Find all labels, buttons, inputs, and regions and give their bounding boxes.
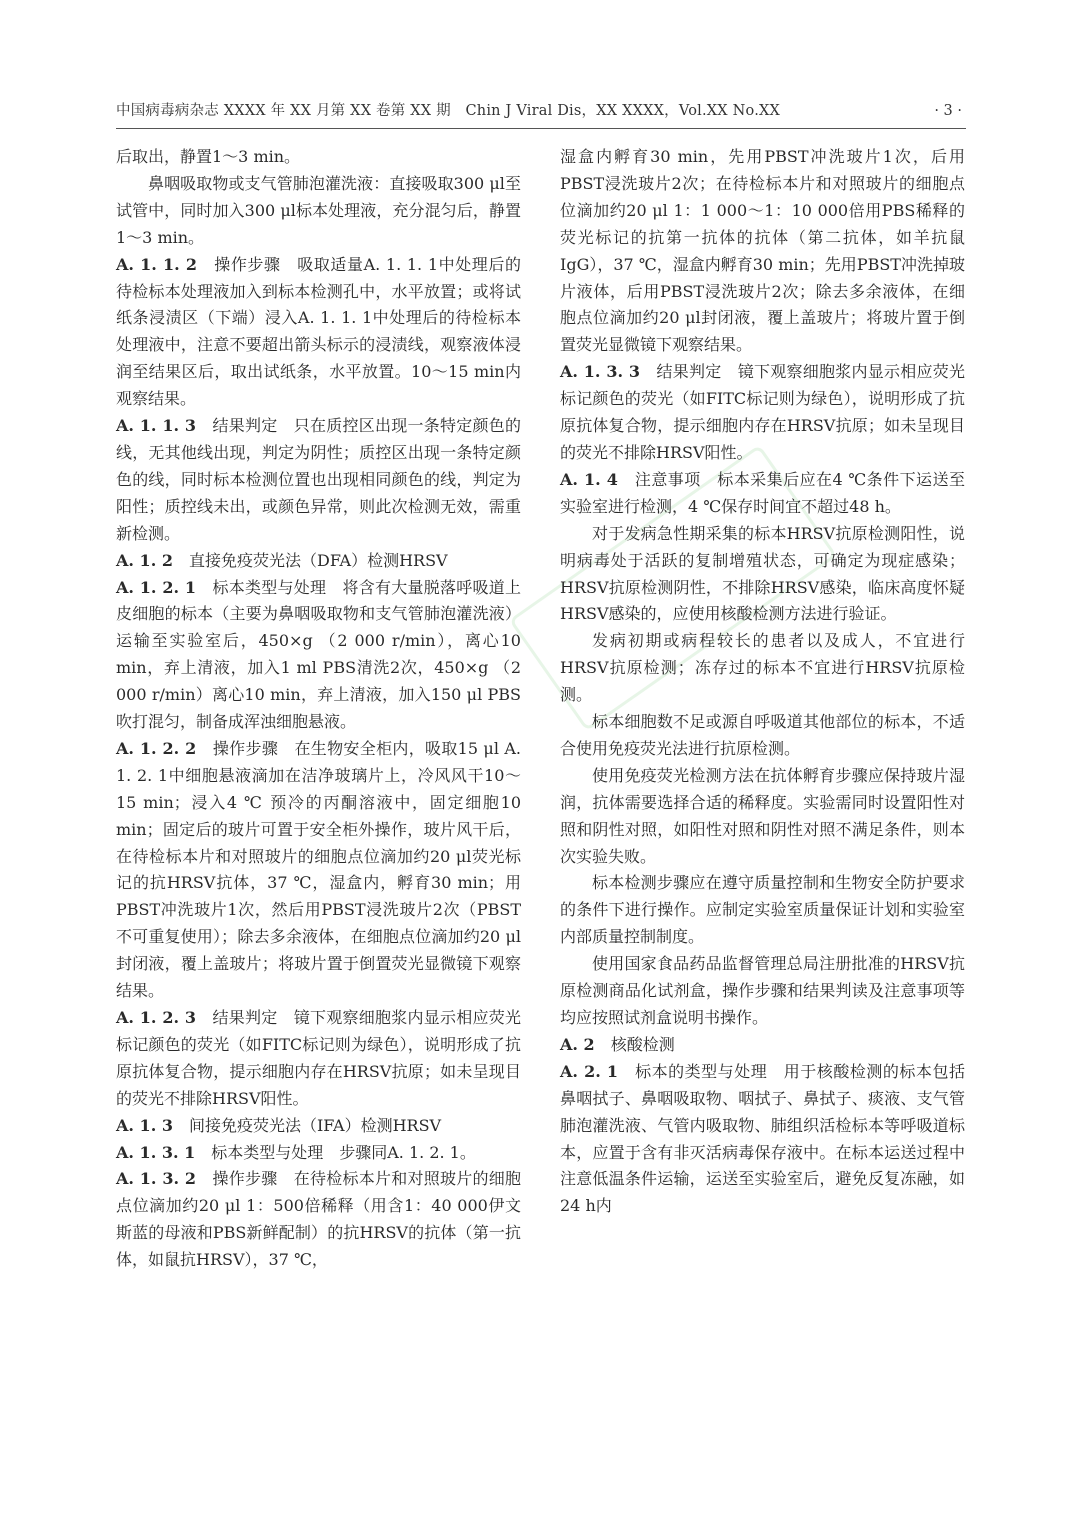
section-number: A. 1. 4 bbox=[560, 469, 618, 489]
paragraph bbox=[116, 1166, 521, 1274]
section-number: A. 1. 2. 1 bbox=[116, 577, 196, 597]
paragraph-text: 操作步骤 在待检标本片和对照玻片的细胞点位滴加约20 μl 1：500倍稀释（用含1：40 000伊文斯蓝的母液和PBS新鲜配制）的抗HRSV的抗体（第一抗体，如鼠抗HRSV），37 ℃， bbox=[116, 1169, 521, 1270]
right-column bbox=[560, 144, 965, 1220]
section-number: A. 1. 3. 2 bbox=[116, 1169, 196, 1189]
paragraph-text: 操作步骤 在生物安全柜内，吸取15 μl A. 1. 2. 1中细胞悬液滴加在洁净玻璃片上，冷风风干10～15 min；浸入4 ℃ 预冷的丙酮溶液中，固定细胞10 min；固定后的玻片可置于安全柜外操作，玻片风干后，在待检标本片和对照玻片的细胞点位滴加约20 μl荧光标记的抗HRSV抗体，37 ℃，湿盒内，孵育30 min；用PBST冲洗玻片1次，然后用PBST浸洗玻片2次（PBST不可重复使用）；除去多余液体，在细胞点位滴加约20 μl封闭液，覆上盖玻片；将玻片置于倒置荧光显微镜下观察结果。 bbox=[116, 738, 521, 1001]
paragraph-text: 结果判定 镜下观察细胞浆内显示相应荧光标记颜色的荧光（如FITC标记则为绿色），说明形成了抗原抗体复合物，提示细胞内存在HRSV抗原；如未呈现目的荧光不排除HRSV阳性。 bbox=[560, 362, 965, 462]
paragraph bbox=[116, 575, 521, 736]
paragraph-text: 标本细胞数不足或源自呼吸道其他部位的标本，不适合使用免疫荧光法进行抗原检测。 bbox=[560, 712, 965, 758]
section-number: A. 2. 1 bbox=[560, 1061, 619, 1081]
paragraph-text: 注意事项 标本采集后应在4 ℃条件下运送至实验室进行检测，4 ℃保存时间宜不超过48 h。 bbox=[560, 469, 965, 516]
paragraph bbox=[560, 628, 965, 709]
paragraph-text: 后取出，静置1～3 min。 bbox=[116, 147, 301, 166]
paragraph-text: 标本检测步骤应在遵守质量控制和生物安全防护要求的条件下进行操作。应制定实验室质量保证计划和实验室内部质量控制制度。 bbox=[560, 873, 965, 947]
paragraph bbox=[560, 144, 965, 359]
section-number: A. 1. 2 bbox=[116, 550, 173, 570]
paragraph-text: 直接免疫荧光法（DFA）检测HRSV bbox=[188, 550, 448, 570]
paragraph bbox=[560, 467, 965, 521]
section-number: A. 2 bbox=[560, 1034, 595, 1054]
paragraph bbox=[560, 709, 965, 763]
journal-citation: 中国病毒病杂志 XXXX 年 XX 月第 XX 卷第 XX 期 Chin J Viral Dis，XX XXXX，Vol.XX No.XX bbox=[116, 103, 781, 119]
paragraph-text: 鼻咽吸取物或支气管肺泡灌洗液：直接吸取300 μl至试管中，同时加入300 μl标本处理液，充分混匀后，静置1～3 min。 bbox=[116, 173, 521, 247]
paragraph bbox=[560, 1032, 965, 1059]
paragraph bbox=[116, 1140, 521, 1167]
paragraph bbox=[116, 413, 521, 548]
paragraph-text: 标本类型与处理 将含有大量脱落呼吸道上皮细胞的标本（主要为鼻咽吸取物和支气管肺泡灌洗液）运输至实验室后，450×g （2 000 r/min），离心10 min，弃上清液，加入1 ml PBS清洗2次，450×g （2 000 r/min）离心10 min，弃上清液，加入150 μl PBS吹打混匀，制备成浑浊细胞悬液。 bbox=[116, 577, 521, 732]
paragraph bbox=[116, 144, 521, 171]
section-number: A. 1. 1. 3 bbox=[116, 416, 196, 436]
section-number: A. 1. 3. 3 bbox=[560, 362, 640, 382]
paragraph bbox=[116, 1005, 521, 1113]
paragraph-text: 湿盒内孵育30 min，先用PBST冲洗玻片1次，后用PBST浸洗玻片2次；在待检标本片和对照玻片的细胞点位滴加约20 μl 1：1 000～1：10 000倍用PBS稀释的荧光标记的抗第一抗体的抗体（第二抗体，如羊抗鼠IgG），37 ℃，湿盒内孵育30 min；先用PBST冲洗掉玻片液体，后用PBST浸洗玻片2次；除去多余液体，在细胞点位滴加约20 μl封闭液，覆上盖玻片；将玻片置于倒置荧光显微镜下观察结果。 bbox=[560, 147, 965, 355]
paragraph bbox=[560, 870, 965, 951]
left-column bbox=[116, 144, 521, 1274]
paragraph bbox=[560, 359, 965, 467]
paragraph bbox=[560, 763, 965, 871]
paragraph-text: 使用国家食品药品监督管理总局注册批准的HRSV抗原检测商品化试剂盒，操作步骤和结果判读及注意事项等均应按照试剂盒说明书操作。 bbox=[560, 954, 965, 1027]
paragraph bbox=[116, 1113, 521, 1140]
paragraph bbox=[560, 1059, 965, 1220]
paragraph bbox=[116, 548, 521, 575]
paragraph bbox=[116, 736, 521, 1005]
paragraph-text: 操作步骤 吸取适量A. 1. 1. 1中处理后的待检标本处理液加入到标本检测孔中，水平放置；或将试纸条浸渍区（下端）浸入A. 1. 1. 1中处理后的待检标本处理液中，注意不要超出箭头标示的浸渍线，观察液体浸润至结果区后，取出试纸条，水平放置。10～15 min内观察结果。 bbox=[116, 254, 521, 409]
paragraph bbox=[560, 521, 965, 629]
paragraph-text: 标本的类型与处理 用于核酸检测的标本包括鼻咽拭子、鼻咽吸取物、咽拭子、鼻拭子、痰液、支气管肺泡灌洗液、气管内吸取物、肺组织活检标本等呼吸道标本，应置于含有非灭活病毒保存液中。在标本运送过程中注意低温条件运输，运送至实验室后，避免反复冻融，如24 h内 bbox=[560, 1061, 965, 1216]
paragraph-text: 间接免疫荧光法（IFA）检测HRSV bbox=[188, 1115, 442, 1135]
paragraph-text: 使用免疫荧光检测方法在抗体孵育步骤应保持玻片湿润，抗体需要选择合适的稀释度。实验需同时设置阳性对照和阴性对照，如阳性对照和阴性对照不满足条件，则本次实验失败。 bbox=[560, 765, 965, 866]
section-number: A. 1. 2. 2 bbox=[116, 738, 197, 758]
paragraph-text: 对于发病急性期采集的标本HRSV抗原检测阳性，说明病毒处于活跃的复制增殖状态，可确定为现症感染；HRSV抗原检测阴性，不排除HRSV感染，临床高度怀疑HRSV感染的，应使用核酸检测方法进行验证。 bbox=[560, 523, 965, 624]
paragraph-text: 结果判定 镜下观察细胞浆内显示相应荧光标记颜色的荧光（如FITC标记则为绿色），说明形成了抗原抗体复合物，提示细胞内存在HRSV抗原；如未呈现目的荧光不排除HRSV阳性。 bbox=[116, 1008, 521, 1108]
paragraph bbox=[116, 252, 521, 413]
paragraph-text: 标本类型与处理 步骤同A. 1. 2. 1。 bbox=[211, 1142, 476, 1162]
paragraph-text: 结果判定 只在质控区出现一条特定颜色的线，无其他线出现，判定为阴性；质控区出现一条特定颜色的线，同时标本检测位置也出现相同颜色的线，判定为阳性；质控线未出，或颜色异常，则此次检测无效，需重新检测。 bbox=[116, 416, 521, 543]
page-number: · 3 · bbox=[934, 103, 962, 119]
section-number: A. 1. 3 bbox=[116, 1115, 173, 1135]
paragraph bbox=[116, 171, 521, 252]
section-number: A. 1. 3. 1 bbox=[116, 1142, 196, 1162]
paragraph-text: 核酸检测 bbox=[610, 1034, 675, 1054]
paragraph bbox=[560, 951, 965, 1032]
section-number: A. 1. 1. 2 bbox=[116, 254, 198, 274]
running-header bbox=[116, 99, 966, 123]
section-number: A. 1. 2. 3 bbox=[116, 1008, 196, 1027]
paragraph-text: 发病初期或病程较长的患者以及成人，不宜进行HRSV抗原检测；冻存过的标本不宜进行HRSV抗原检测。 bbox=[560, 631, 965, 705]
header-rule bbox=[116, 128, 966, 129]
